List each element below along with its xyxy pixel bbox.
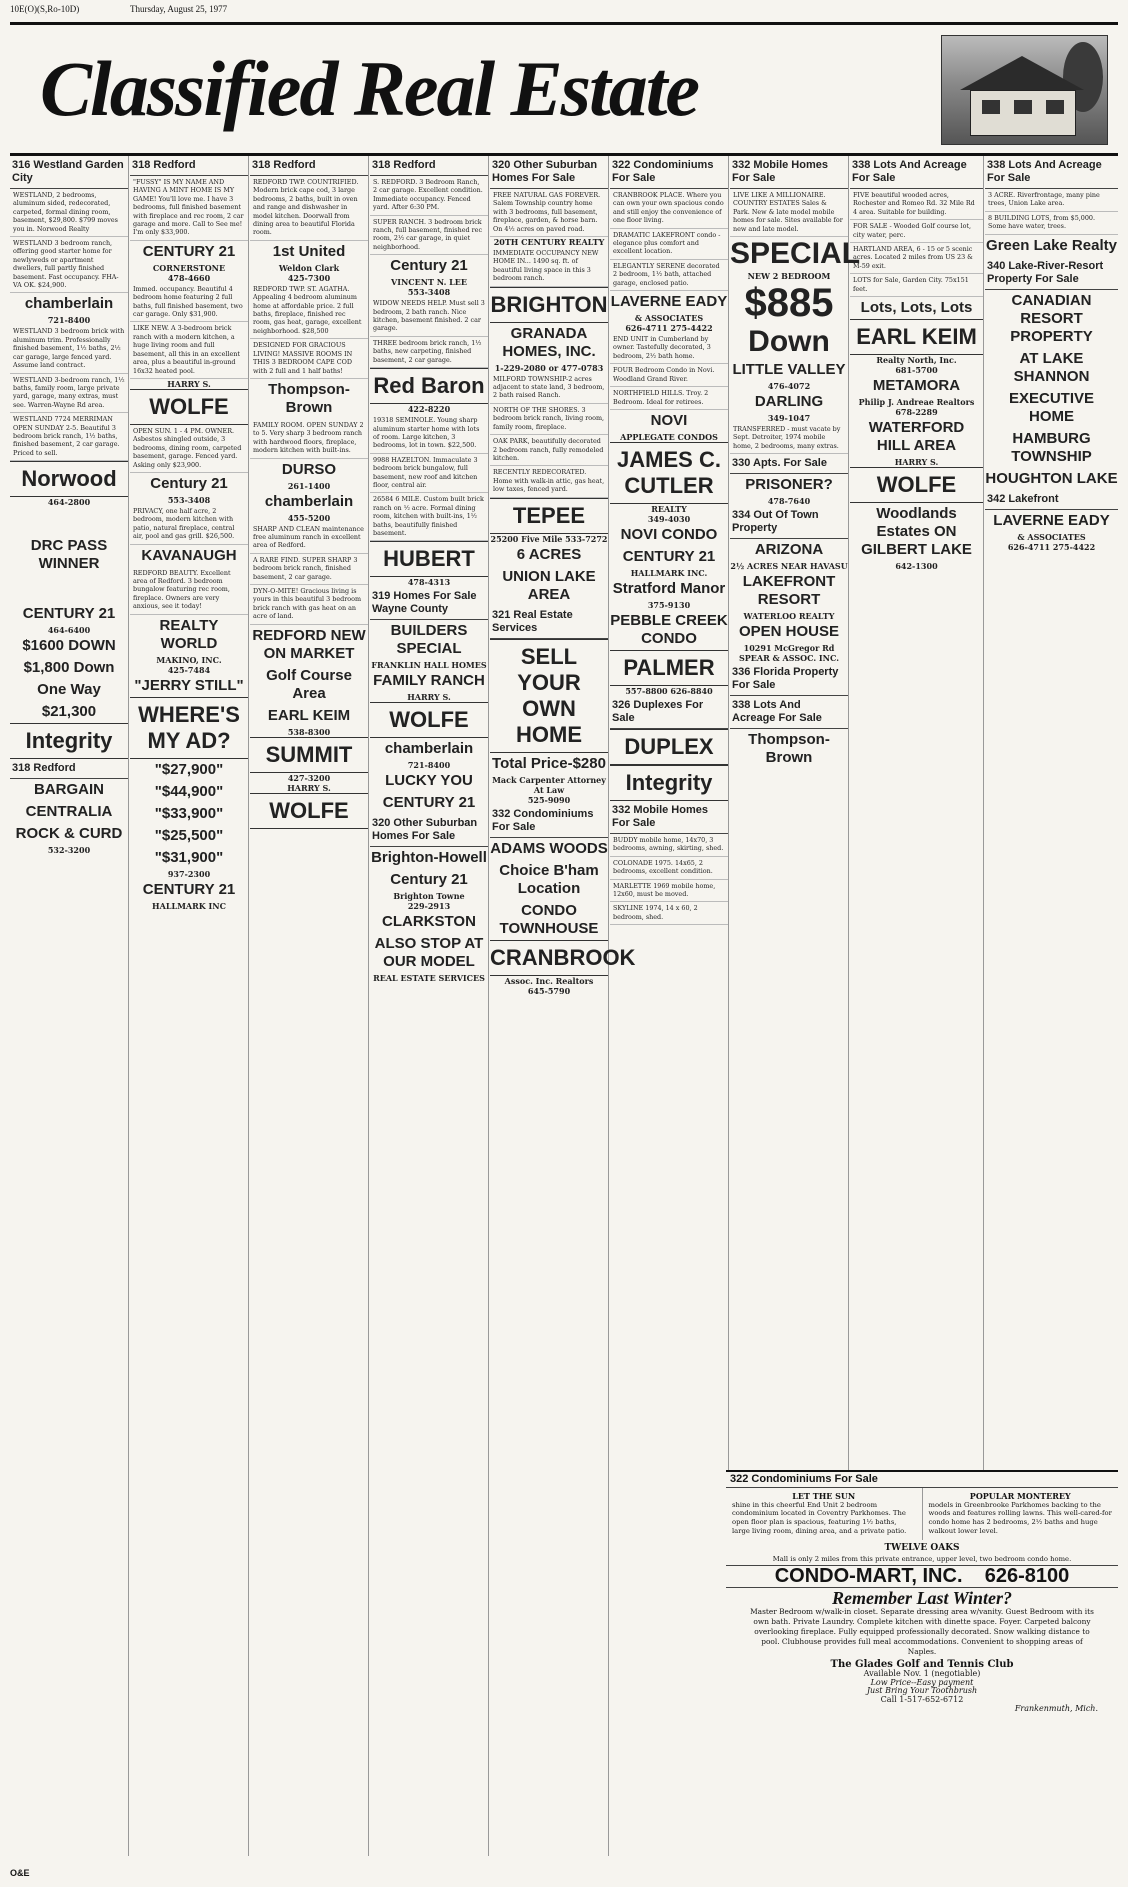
column-heading: 342 Lakefront <box>985 490 1118 510</box>
firm-phone: 557-8800 626-8840 <box>625 685 713 696</box>
firm-phone: 538-8300 <box>287 726 331 737</box>
ad-subheadline: APPLEGATE CONDOS <box>620 431 718 442</box>
firm-phone: 478-4660 <box>167 272 211 283</box>
column-heading: 338 Lots And Acreage For Sale <box>850 156 983 189</box>
listing: WESTLAND 7724 MERRIMAN OPEN SUNDAY 2-5. Beautiful 3 bedroom brick ranch, 1½ baths, finished basement, 2 car garage. Priced to sell. <box>10 413 128 461</box>
firm-name: REAL ESTATE SERVICES <box>373 973 485 984</box>
ad-headline: "$27,900" <box>154 760 224 778</box>
listing: LIKE NEW. A 3-bedroom brick ranch with a modern kitchen, a huge living room and full basement, all this in an excellent area, plus a beautiful in-ground 16x32 heated pool. <box>130 322 248 378</box>
column-heading: 320 Other Suburban Homes For Sale <box>370 814 488 847</box>
firm-name: Thompson-Brown <box>748 731 830 767</box>
firm-name: chamberlain <box>24 295 114 313</box>
listing: OPEN SUN. 1 - 4 PM. OWNER. Asbestos shingled outside, 3 bedrooms, dining room, carpeted basement, garage. Fenced yard. Asking only $23,900. <box>130 425 248 473</box>
firm-phone: 349-4030 <box>647 513 691 524</box>
listing: FOUR Bedroom Condo in Novi. Woodland Grand River. <box>610 364 728 387</box>
listing: ELEGANTLY SERENE decorated 2 bedroom, 1½ bath, attached garage, enclosed patio. <box>610 260 728 291</box>
ad-headline: CLARKSTON <box>382 913 476 931</box>
firm-subtitle: HALLMARK INC <box>152 900 226 911</box>
ad-headline: FAMILY RANCH <box>373 672 485 690</box>
ad-headline: ADAMS WOODS <box>490 839 608 857</box>
special-down: Down <box>748 325 830 359</box>
firm-subtitle: Brighton Towne <box>393 891 465 902</box>
firm-name: WOLFE <box>850 467 983 503</box>
firm-phone: 478-4313 <box>407 577 451 588</box>
firm-phone: 553-3408 <box>167 494 211 505</box>
ad-headline: EXECUTIVE HOME <box>1008 389 1095 425</box>
ad-headline: AT LAKE SHANNON <box>1013 349 1090 385</box>
firm-subtitle: MAKINO, INC. <box>156 654 222 665</box>
ad-subheadline: 2½ ACRES NEAR HAVASU <box>730 561 848 572</box>
ad-headline: BUILDERS SPECIAL <box>390 622 468 658</box>
firm-name: Golf Course Area <box>266 666 352 702</box>
column-heading: 322 Condominiums For Sale <box>610 156 728 189</box>
remember-headline: Remember Last Winter? <box>832 1588 1012 1609</box>
listing: WESTLAND 3 bedroom brick with aluminum trim. Professionally finished basement, 1½ baths, 2½ car garage, large fenced yard. Assume land contract. <box>10 325 128 373</box>
footer-tag: O&E <box>10 1868 30 1878</box>
remember-city: Frankenmuth, Mich. <box>1014 1703 1098 1713</box>
listing: THREE bedroom brick ranch, 1½ baths, new carpeting, finished basement, 2 car garage. <box>370 337 488 368</box>
firm-name: CENTURY 21 <box>142 880 236 898</box>
attorney-name: Mack Carpenter Attorney At Law <box>492 774 606 795</box>
masthead <box>10 22 1118 156</box>
ad-headline: PRISONER? <box>745 476 833 494</box>
firm-phone: 476-4072 <box>767 381 811 392</box>
ad-headline: TWELVE OAKS <box>884 1542 960 1553</box>
ad-headline: "$31,900" <box>154 848 224 866</box>
firm-phone: 645-5790 <box>527 985 571 996</box>
listing: FIVE beautiful wooded acres, Rochester and Romeo Rd. 32 Mile Rd 4 area. Suitable for building. <box>850 189 983 220</box>
firm-subtitle: REALTY <box>651 503 687 514</box>
ad-headline: $1600 DOWN <box>22 637 116 655</box>
firm-name: Green Lake Realty <box>986 236 1117 254</box>
firm-name: WOLFE <box>130 389 248 425</box>
firm-name: Integrity <box>10 723 128 759</box>
firm-name: SPEAR & ASSOC. INC. <box>739 653 839 664</box>
page-code: 10E(O)(S,Ro-10D) <box>10 4 80 14</box>
firm-phone: 626-4711 275-4422 <box>625 323 713 334</box>
firm-phone: 427-3200 <box>287 772 331 783</box>
firm-name: LAVERNE EADY <box>610 293 728 311</box>
ad-headline: NOVI CONDO <box>620 525 718 543</box>
ad-headline: OPEN HOUSE <box>738 623 840 641</box>
listing: CRANBROOK PLACE. Where you can own your own spacious condo and still enjoy the convenience of one floor living. <box>610 189 728 229</box>
firm-subtitle: Weldon Clark <box>278 262 340 273</box>
listing: REDFORD TWP. COUNTRIFIED. Modern brick cape cod, 3 large bedrooms, 2 baths, built in oven and range and dishwasher in model kitchen. Doorwall from dining area to beautiful Florida room. <box>250 176 368 241</box>
firm-name: CONDO-MART, INC. <box>774 1565 963 1588</box>
firm-phone: 422-8220 <box>407 404 451 415</box>
ad-headline: BRIGHTON <box>490 287 608 323</box>
ad-headline: NOVI <box>650 411 688 429</box>
firm-name: TEPEE <box>490 498 608 534</box>
listing: RECENTLY REDECORATED. Home with walk-in attic, gas heat, low taxes, fenced yard. <box>490 466 608 497</box>
ad-headline: Brighton-Howell <box>371 849 487 867</box>
firm-name: Century 21 <box>390 257 468 275</box>
firm-phone: 681-5700 <box>895 365 938 376</box>
column-heading: 318 Redford <box>250 156 368 176</box>
listing: DESIGNED FOR GRACIOUS LIVING! MASSIVE ROOMS IN THIS 3 BEDROOM CAPE COD with 2 full and 1 half baths! <box>250 339 368 379</box>
firm-phone: 229-2913 <box>407 901 451 912</box>
firm-name: Integrity <box>610 765 728 801</box>
firm-phone: 464-6400 <box>47 625 91 636</box>
firm-name: Norwood <box>10 461 128 497</box>
firm-name: Philip J. Andreae Realtors <box>858 397 975 408</box>
firm-name: FRANKLIN HALL HOMES <box>371 660 487 671</box>
listing: END UNIT in Cumberland by owner. Tastefully decorated, 3 bedroom, 2½ bath home. <box>610 333 728 364</box>
ad-headline: ARIZONA <box>754 541 824 559</box>
listing: LIVE LIKE A MILLIONAIRE. COUNTRY ESTATES Sales & Park. New & late model mobile homes for sale. Sites available for new and late model. <box>730 189 848 237</box>
firm-phone: 721-8400 <box>47 315 91 326</box>
firm-name: Red Baron <box>370 368 488 404</box>
firm-phone: 464-2800 <box>47 497 91 508</box>
ad-headline: HOUGHTON LAKE <box>985 469 1118 487</box>
firm-name: PALMER <box>610 650 728 686</box>
firm-phone: 1-229-2080 or 477-0783 <box>494 362 604 373</box>
ad-headline: UNION LAKE AREA <box>502 567 596 603</box>
column-heading: 319 Homes For Sale Wayne County <box>370 587 488 620</box>
listing: Immed. occupancy. Beautiful 4 bedroom home featuring 2 full baths, full finished basement, two car garage. Only $31,900. <box>130 283 248 323</box>
listing: NORTH OF THE SHORES. 3 bedroom brick ranch, living room, family room, fireplace. <box>490 404 608 435</box>
firm-name: 1st United <box>272 242 346 260</box>
firm-name: CENTURY 21 <box>22 605 116 623</box>
listing: A RARE FIND. SUPER SHARP 3 bedroom brick ranch, finished basement, 2 car garage. <box>250 554 368 585</box>
ad-headline: One Way <box>37 681 101 699</box>
column-6 <box>610 156 729 1856</box>
ad-headline: Choice B'ham Location <box>499 861 599 897</box>
firm-name: LAVERNE EADY <box>993 511 1110 529</box>
listing: WESTLAND 3 bedroom ranch, offering good starter home for newlyweds or apartment dwellers, full partly finished basement. Fast occupancy. FHA-VA OK. $24,900. <box>10 237 128 293</box>
ad-headline: $1,800 Down <box>23 659 115 677</box>
remember-price: Low Price--Easy payment <box>870 1677 974 1687</box>
ad-headline: METAMORA <box>872 377 961 395</box>
listing: MILFORD TOWNSHIP-2 acres adjacent to state land, 3 bedroom, 2 bath raised Ranch. <box>490 373 608 404</box>
listing: "FUSSY" IS MY NAME AND HAVING A MINT HOME IS MY GAME! You'll love me. I have 3 bedrooms, full finished basement with fireplace and rec room, 2 car garage and more. Call to See me! I'm only $33,900. <box>130 176 248 241</box>
firm-phone: 642-1300 <box>895 561 938 572</box>
column-4 <box>370 156 489 1856</box>
firm-name: Thompson-Brown <box>268 380 350 416</box>
listing: IMMEDIATE OCCUPANCY NEW HOME IN... 1490 sq. ft. of beautiful living space in this 3 bedroom ranch. <box>490 247 608 287</box>
firm-name: KAVANAUGH <box>141 546 237 564</box>
ad-body: Mall is only 2 miles from this private entrance, upper level, two bedroom condo home. <box>772 1554 1072 1563</box>
ad-headline: "$44,900" <box>154 782 224 800</box>
firm-name: chamberlain <box>264 492 354 510</box>
listing: 26584 6 MILE. Custom built brick ranch on ½ acre. Formal dining room, kitchen with built-ins, 1½ baths, beautifully finished basement. <box>370 493 488 541</box>
firm-phone: 678-2289 <box>895 407 938 418</box>
ad-headline: 6 ACRES <box>516 545 582 563</box>
remember-phone: Call 1-517-652-6712 <box>880 1695 964 1705</box>
column-heading: 336 Florida Property For Sale <box>730 663 848 696</box>
firm-subtitle: HARRY S. <box>407 692 451 703</box>
listing: 3 ACRE. Riverfrontage, many pine trees, Union Lake area. <box>985 189 1118 212</box>
firm-name: 20TH CENTURY REALTY <box>493 237 605 248</box>
listing: PRIVACY, one half acre, 2 bedroom, modern kitchen with patio, natural fireplace, central air, pool and gas grill. $26,500. <box>130 505 248 545</box>
column-5 <box>490 156 636 1856</box>
ad-headline: SELL YOUR OWN HOME <box>490 639 608 753</box>
ad-headline: ALSO STOP AT OUR MODEL <box>374 935 484 971</box>
firm-phone: 937-2300 <box>167 868 211 879</box>
firm-name: DARLING <box>754 393 824 411</box>
column-1 <box>10 156 129 1856</box>
firm-phone: 553-3408 <box>407 287 451 298</box>
firm-phone: 425-7300 <box>287 272 331 283</box>
ad-body: models in Greenbrooke Parkhomes backing to the woods and features rolling lawns. This well-cared-for condo home has 2 bedrooms, 2½ baths and huge walkout lower level. <box>928 1500 1112 1535</box>
listing: SUPER RANCH. 3 bedroom brick ranch, full basement, finished rec room, 2½ car garage, in quiet neighborhood. <box>370 216 488 256</box>
column-heading: 330 Apts. For Sale <box>730 454 848 474</box>
listing: HARTLAND AREA, 6 - 15 or 5 scenic acres. Located 2 miles from US 23 & M-59 exit. <box>850 243 983 274</box>
firm-name: CENTURY 21 <box>382 794 476 812</box>
column-heading: 332 Mobile Homes For Sale <box>730 156 848 189</box>
column-heading: 332 Mobile Homes For Sale <box>610 801 728 834</box>
listing: FAMILY ROOM. OPEN SUNDAY 2 to 5. Very sharp 3 bedroom ranch with hardwood floors, fireplace, modern kitchen with built-ins. <box>250 419 368 459</box>
ad-headline: WHERE'S MY AD? <box>130 697 248 759</box>
column-3 <box>250 156 369 1856</box>
firm-subtitle: HARRY S. <box>167 378 211 389</box>
firm-subtitle: VINCENT N. LEE <box>391 277 467 288</box>
notice-headline: DRC PASS WINNER <box>30 537 108 573</box>
column-heading: 318 Redford <box>10 759 128 779</box>
column-heading: 340 Lake-River-Resort Property For Sale <box>985 257 1118 290</box>
listing: SHARP AND CLEAN maintenance free aluminum ranch in excellent area of Redford. <box>250 523 368 554</box>
firm-name: Century 21 <box>390 871 468 889</box>
firm-name: EARL KEIM <box>267 706 351 724</box>
firm-subtitle: Realty North, Inc. <box>876 355 957 366</box>
firm-phone: 721-8400 <box>407 760 451 771</box>
firm-name: SUMMIT <box>250 737 368 773</box>
ad-body: shine in this cheerful End Unit 2 bedroom condominium located in Coventry Parkhomes. The open floor plan is spacious, featuring 1½ baths, large living room, dining area, and a private patio. <box>732 1500 907 1535</box>
listing: COLONADE 1975. 14x65, 2 bedrooms, excellent condition. <box>610 857 728 880</box>
page-date: Thursday, August 25, 1977 <box>130 4 228 14</box>
column-heading: 318 Redford <box>130 156 248 176</box>
listing: DRAMATIC LAKEFRONT condo - elegance plus comfort and excellent location. <box>610 229 728 260</box>
listing: WESTLAND, 2 bedrooms, aluminum sided, redecorated, carpeted, formal dining room, basement, $29,800. $799 moves you in. Norwood Realty <box>10 189 128 237</box>
firm-phone: 25200 Five Mile 533-7272 <box>490 533 608 544</box>
remember-firm: The Glades Golf and Tennis Club <box>830 1658 1014 1670</box>
firm-phone: 525-9090 <box>527 794 571 805</box>
firm-name: CENTURY 21 <box>622 547 716 565</box>
remember-close: Just Bring Your Toothbrush <box>866 1686 978 1696</box>
listing: DYN-O-MITE! Gracious living is yours in this beautiful 3 bedroom brick ranch with gas heat on an acre of land. <box>250 585 368 625</box>
firm-name: CENTURY 21 <box>142 242 236 260</box>
ad-headline: CONDO TOWNHOUSE <box>499 901 599 937</box>
firm-name: GRANADA HOMES, INC. <box>502 324 596 360</box>
listing: 8 BUILDING LOTS, from $5,000. Some have water, trees. <box>985 212 1118 235</box>
ad-headline: Stratford Manor <box>612 579 726 597</box>
ad-headline: LAKEFRONT RESORT <box>742 573 836 609</box>
ad-headline: LUCKY YOU <box>385 772 473 790</box>
firm-name: CENTRALIA <box>25 803 113 821</box>
listing: OAK PARK, beautifully decorated 2 bedroom ranch, fully remodeled kitchen. <box>490 435 608 466</box>
ad-headline: BARGAIN <box>34 781 104 799</box>
ad-headline: PEBBLE CREEK CONDO <box>610 611 728 647</box>
listing: REDFORD TWP. ST. AGATHA. Appealing 4 bedroom aluminum home at affordable price. 2 full baths, fireplace, finished rec room, gas heat, garage, excellent neighborhood. $28,500 <box>250 283 368 339</box>
ad-let-the-sun <box>726 1488 922 1540</box>
column-heading: 326 Duplexes For Sale <box>610 696 728 729</box>
firm-name: CRANBROOK <box>490 940 608 976</box>
special-price: $885 <box>744 281 834 326</box>
ad-headline: Lots, Lots, Lots <box>860 299 973 317</box>
firm-name: chamberlain <box>384 740 474 758</box>
firm-name: Century 21 <box>150 474 228 492</box>
listing: WESTLAND 3-bedroom ranch, 1½ baths, family room, large private yard, garage, many extras, must see. Warren-Wayne Rd area. <box>10 374 128 414</box>
ad-headline: Woodlands Estates ON GILBERT LAKE <box>861 505 972 559</box>
ad-headline: LET THE SUN <box>792 1490 856 1501</box>
listing: FREE NATURAL GAS FOREVER. Salem Township country home with 3 bedrooms, full basement, fireplace, garden, & horse barn. On 4½ acres on paved road. <box>490 189 608 237</box>
firm-subtitle: Assoc. Inc. Realtors <box>504 975 594 986</box>
listing: 9988 HAZELTON. Immaculate 3 bedroom brick bungalow, full basement, new roof and kitchen floor, central air. <box>370 454 488 494</box>
ad-headline: "JERRY STILL" <box>134 676 244 694</box>
column-heading: 338 Lots And Acreage For Sale <box>985 156 1118 189</box>
firm-name: ROCK & CURD <box>15 825 123 843</box>
firm-phone: 261-1400 <box>287 480 331 491</box>
firm-phone: 478-7640 <box>767 496 811 507</box>
ad-headline: $21,300 <box>41 703 97 721</box>
firm-name: EARL KEIM <box>850 319 983 355</box>
column-heading: 334 Out Of Town Property <box>730 506 848 539</box>
firm-name: DURSO <box>281 460 337 478</box>
firm-subtitle: & ASSOCIATES <box>634 313 704 324</box>
page-topline <box>10 4 1118 18</box>
firm-subtitle: HARRY S. <box>287 782 331 793</box>
firm-subtitle: HARRY S. <box>894 457 939 468</box>
ad-headline: Total Price-$280 <box>492 754 606 772</box>
listing: S. REDFORD. 3 Bedroom Ranch, 2 car garage. Excellent condition. Immediate occupancy. Fenced yard. After 6:30 PM. <box>370 176 488 216</box>
ad-subheadline: 10291 McGregor Rd <box>743 643 835 654</box>
remember-available: Available Nov. 1 (negotiable) <box>863 1668 981 1678</box>
section-322-box <box>726 1470 1118 1858</box>
firm-phone: 349-1047 <box>767 413 811 424</box>
page-title: Classified Real Estate <box>40 45 698 132</box>
listing: 19318 SEMINOLE. Young sharp aluminum starter home with lots of room. Large kitchen, 3 bedrooms, lot in town. $22,500. <box>370 414 488 454</box>
listing: MARLETTE 1969 mobile home, 12x60, must be moved. <box>610 880 728 903</box>
firm-name: WOLFE <box>250 793 368 829</box>
firm-subtitle: CORNERSTONE <box>152 262 226 273</box>
firm-phone: 626-8100 <box>984 1565 1070 1588</box>
column-2 <box>130 156 249 1856</box>
listing: FOR SALE - Wooded Golf course lot, city water, perc. <box>850 220 983 243</box>
firm-name: REDFORD NEW ON MARKET <box>252 626 366 662</box>
house-photo <box>941 35 1108 145</box>
listing: REDFORD BEAUTY. Excellent area of Redford. 3 bedroom bungalow featuring rec room, fireplace. Owners are very anxious, see it today! <box>130 567 248 615</box>
listing: BUDDY mobile home, 14x70, 3 bedrooms, awning, skirting, shed. <box>610 834 728 857</box>
ad-headline: "$33,900" <box>154 804 224 822</box>
firm-subtitle: & ASSOCIATES <box>1017 531 1086 542</box>
section-heading: 322 Condominiums For Sale <box>726 1472 1118 1488</box>
ad-headline: WATERFORD HILL AREA <box>868 419 965 455</box>
listing: WIDOW NEEDS HELP. Must sell 3 bedroom, 2 bath ranch. Nice kitchen, basement finished. 2 car garage. <box>370 297 488 337</box>
firm-name: WATERLOO REALTY <box>743 611 835 622</box>
firm-phone: 532-3200 <box>47 845 91 856</box>
listing: NORTHFIELD HILLS. Troy. 2 Bedroom. Ideal for retirees. <box>610 387 728 410</box>
firm-name: HUBERT <box>370 541 488 577</box>
ad-headline: DUPLEX <box>610 729 728 765</box>
firm-name: REALTY WORLD <box>159 616 219 652</box>
firm-name: LITTLE VALLEY <box>732 361 846 379</box>
column-heading: 338 Lots And Acreage For Sale <box>730 696 848 729</box>
column-heading: 316 Westland Garden City <box>10 156 128 189</box>
ad-headline: POPULAR MONTEREY <box>969 1490 1071 1501</box>
listing: SKYLINE 1974, 14 x 60, 2 bedroom, shed. <box>610 902 728 925</box>
firm-name: JAMES C. CUTLER <box>610 442 728 504</box>
remember-body: Master Bedroom w/walk-in closet. Separate dressing area w/vanity. Guest Bedroom with its own bath. Private Laundry. Complete kitchen with dinette space. Foyer. Carpeted balcony overlooking fireplace. Fully equipped professionally decorated. Snow walking distance to pool. Clubhouse provides full meal accommodations. Convenient to shopping areas of Naples. <box>750 1606 1094 1656</box>
firm-phone: 375-9130 <box>647 599 691 610</box>
listing: TRANSFERRED - must vacate by Sept. Detroiter, 1974 mobile home, 2 bedrooms, many extras. <box>730 423 848 454</box>
firm-phone: 626-4711 275-4422 <box>1007 541 1096 552</box>
listing: LOTS for Sale, Garden City. 75x151 feet. <box>850 274 983 297</box>
column-heading: 332 Condominiums For Sale <box>490 805 608 838</box>
firm-name: WOLFE <box>370 702 488 738</box>
column-heading: 321 Real Estate Services <box>490 606 608 639</box>
ad-headline: "$25,500" <box>154 826 224 844</box>
firm-phone: 455-5200 <box>287 512 331 523</box>
ad-headline: CANADIAN RESORT PROPERTY <box>1010 291 1093 345</box>
special-headline: SPECIAL <box>730 237 861 271</box>
ad-headline: HAMBURG TOWNSHIP <box>1011 429 1092 465</box>
column-heading: 320 Other Suburban Homes For Sale <box>490 156 608 189</box>
special-subtitle: NEW 2 BEDROOM <box>747 271 831 282</box>
ad-popular-monterey <box>922 1488 1119 1540</box>
condo-mart-banner <box>726 1565 1118 1588</box>
firm-subtitle: HALLMARK INC. <box>630 567 708 578</box>
column-heading: 318 Redford <box>370 156 488 176</box>
firm-phone: 425-7484 <box>167 664 211 675</box>
